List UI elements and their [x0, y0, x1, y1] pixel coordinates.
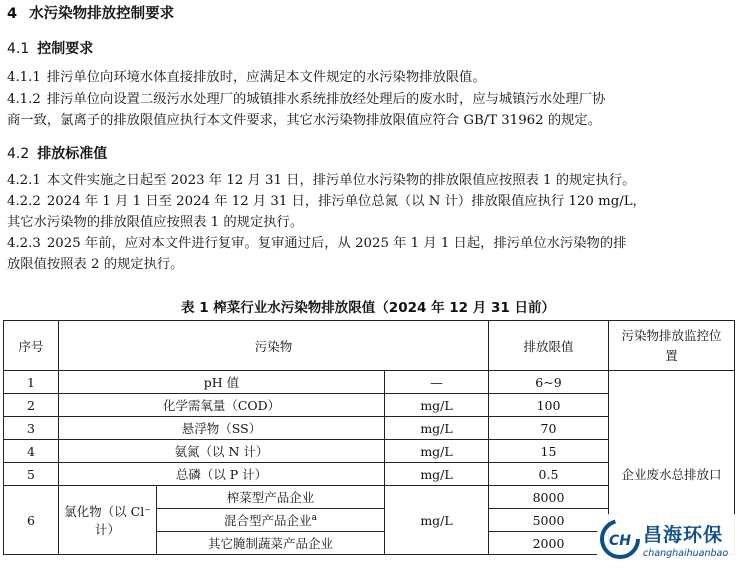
logo-text-cn: 昌海环保 — [643, 524, 724, 546]
header-limit: 排放限值 — [489, 321, 609, 371]
clause-text-line1: 2025 年前，应对本文件进行复审。复审通过后，从 2025 年 1 月 1 日起，排污单位水污染物的排 — [46, 236, 627, 251]
cell-value: 2000 — [489, 532, 609, 555]
cell-pollutant: pH 值 — [59, 371, 385, 394]
cell-unit: — — [385, 371, 489, 394]
header-location-line2: 置 — [665, 347, 678, 363]
clause-4-2-3 — [7, 233, 727, 275]
cell-pollutant: 氨氮（以 N 计） — [59, 440, 385, 463]
logo-mark-text: CH — [609, 533, 631, 549]
header-location — [609, 321, 735, 371]
cell-unit: mg/L — [385, 394, 489, 417]
section-4-heading — [7, 2, 174, 23]
clause-text: 排污单位向环境水体直接排放时，应满足本文件规定的水污染物排放限值。 — [46, 70, 486, 85]
cell-pollutant: 化学需氧量（COD） — [59, 394, 385, 417]
cell-pollutant-chloride: 氯化物（以 Cl⁻计） — [59, 486, 157, 555]
section-number: 4.1 — [7, 41, 30, 57]
cell-subcategory — [157, 509, 385, 532]
clause-text-line2: 商一致，氯离子的排放限值应执行本文件要求，其它水污染物排放限值应符合 GB/T 31962 的规定。 — [7, 113, 602, 128]
section-number: 4.2 — [7, 146, 30, 162]
clause-number: 4.2.2 — [7, 194, 41, 209]
section-4-2-heading — [7, 143, 107, 163]
header-seq: 序号 — [4, 321, 59, 371]
header-location-line1: 污染物排放监控位 — [621, 327, 722, 343]
cell-value: 70 — [489, 417, 609, 440]
cell-subcategory: 榨菜型产品企业 — [157, 486, 385, 509]
cell-seq: 2 — [4, 394, 59, 417]
cell-pollutant: 悬浮物（SS） — [59, 417, 385, 440]
clause-number: 4.2.3 — [7, 236, 41, 251]
cell-seq: 4 — [4, 440, 59, 463]
cell-seq: 3 — [4, 417, 59, 440]
table-header-row — [4, 321, 735, 371]
cell-value: 0.5 — [489, 463, 609, 486]
table-row — [4, 371, 735, 394]
section-4-1-heading — [7, 38, 93, 58]
company-logo — [597, 514, 735, 570]
cell-unit: mg/L — [385, 417, 489, 440]
clause-text-line1: 2024 年 1 月 1 日至 2024 年 12 月 31 日，排污单位总氮（以 N 计）排放限值应执行 120 mg/L， — [46, 194, 646, 209]
footnote-marker: a — [311, 512, 317, 523]
cell-seq: 6 — [4, 486, 59, 555]
clause-4-1-2 — [7, 89, 727, 131]
cell-location: 企业废水总排放口 — [609, 371, 735, 555]
cell-pollutant: 总磷（以 P 计） — [59, 463, 385, 486]
section-title: 排放标准值 — [37, 146, 108, 162]
cell-value: 100 — [489, 394, 609, 417]
clause-number: 4.1.1 — [7, 70, 41, 85]
clause-4-2-2 — [7, 191, 727, 233]
cell-value: 15 — [489, 440, 609, 463]
cell-value: 8000 — [489, 486, 609, 509]
cell-unit: mg/L — [385, 463, 489, 486]
table-caption: 表 1 榨菜行业水污染物排放限值（2024 年 12 月 31 日前） — [181, 300, 555, 316]
logo-mark-icon — [599, 518, 641, 560]
section-title: 水污染物排放控制要求 — [29, 6, 175, 22]
clause-text-line2: 放限值按照表 2 的规定执行。 — [7, 257, 184, 272]
logo-text-en: changhaihuanbao — [643, 548, 729, 559]
cell-seq: 1 — [4, 371, 59, 394]
header-pollutant: 污染物 — [59, 321, 489, 371]
clause-text-line1: 排污单位向设置二级污水处理厂的城镇排水系统排放经处理后的废水时，应与城镇污水处理厂协 — [46, 92, 606, 107]
cell-value: 5000 — [489, 509, 609, 532]
clause-number: 4.1.2 — [7, 92, 41, 107]
clause-4-2-1 — [7, 170, 727, 191]
clause-4-1-1 — [7, 67, 727, 88]
cell-subcategory: 其它腌制蔬菜产品企业 — [157, 532, 385, 555]
cell-unit: mg/L — [385, 486, 489, 555]
clause-text-line2: 其它水污染物的排放限值应按照表 1 的规定执行。 — [7, 215, 304, 230]
clause-text: 本文件实施之日起至 2023 年 12 月 31 日，排污单位水污染物的排放限值应按照表 1 的规定执行。 — [46, 173, 636, 188]
clause-number: 4.2.1 — [7, 173, 41, 188]
section-number: 4 — [7, 6, 18, 22]
cell-unit: mg/L — [385, 440, 489, 463]
subcategory-name: 混合型产品企业 — [224, 513, 312, 528]
cell-value: 6~9 — [489, 371, 609, 394]
cell-seq: 5 — [4, 463, 59, 486]
section-title: 控制要求 — [37, 41, 94, 57]
